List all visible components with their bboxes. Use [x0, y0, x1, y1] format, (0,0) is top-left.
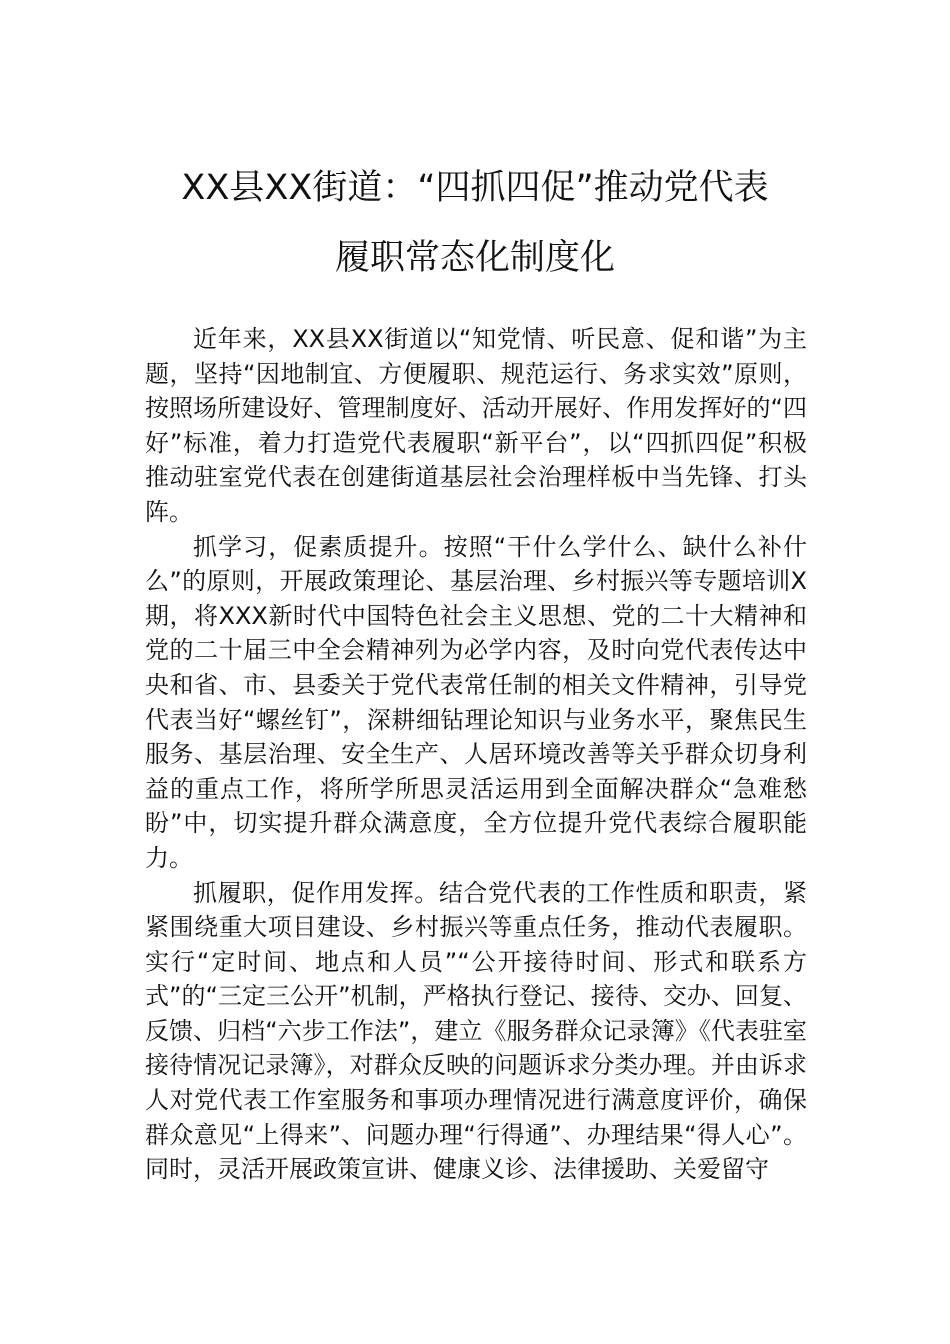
paragraph-study: 抓学习，促素质提升。按照“干什么学什么、缺什么补什么”的原则，开展政策理论、基层治理、乡村振兴等专题培训X期，将XXX新时代中国特色社会主义思想、党的二十大精神和党的二十届三中全会精神列为必学内容，及时向党代表传达中央和省、市、县委关于党代表常任制的相关文件精神，引导党代表当好“螺丝钉”，深耕细钻理论知识与业务水平，聚焦民生服务、基层治理、安全生产、人居环境改善等关乎群众切身利益的重点工作，将所学所思灵活运用到全面解决群众“急难愁盼”中，切实提升群众满意度，全方位提升党代表综合履职能力。 — [145, 532, 807, 872]
document-title-line-2: 履职常态化制度化 — [334, 238, 615, 278]
document-title-line-1: XX县XX街道：“四抓四促”推动党代表 — [181, 168, 769, 208]
document-body — [145, 322, 807, 1187]
paragraph-duty: 抓履职，促作用发挥。结合党代表的工作性质和职责，紧紧围绕重大项目建设、乡村振兴等重点任务，推动代表履职。实行“定时间、地点和人员”“公开接待时间、形式和联系方式”的“三定三公开”机制，严格执行登记、接待、交办、回复、反馈、归档“六步工作法”，建立《服务群众记录簿》《代表驻室接待情况记录簿》，对群众反映的问题诉求分类办理。并由诉求人对党代表工作室服务和事项办理情况进行满意度评价，确保群众意见“上得来”、问题办理“行得通”、办理结果“得人心”。同时，灵活开展政策宣讲、健康义诊、法律援助、关爱留守 — [145, 878, 807, 1184]
paragraph-intro: 近年来，XX县XX街道以“知党情、听民意、促和谐”为主题，坚持“因地制宜、方便履职、规范运行、务求实效”原则，按照场所建设好、管理制度好、活动开展好、作用发挥好的“四好”标准，着力打造党代表履职“新平台”，以“四抓四促”积极推动驻室党代表在创建街道基层社会治理样板中当先锋、打头阵。 — [145, 325, 807, 526]
